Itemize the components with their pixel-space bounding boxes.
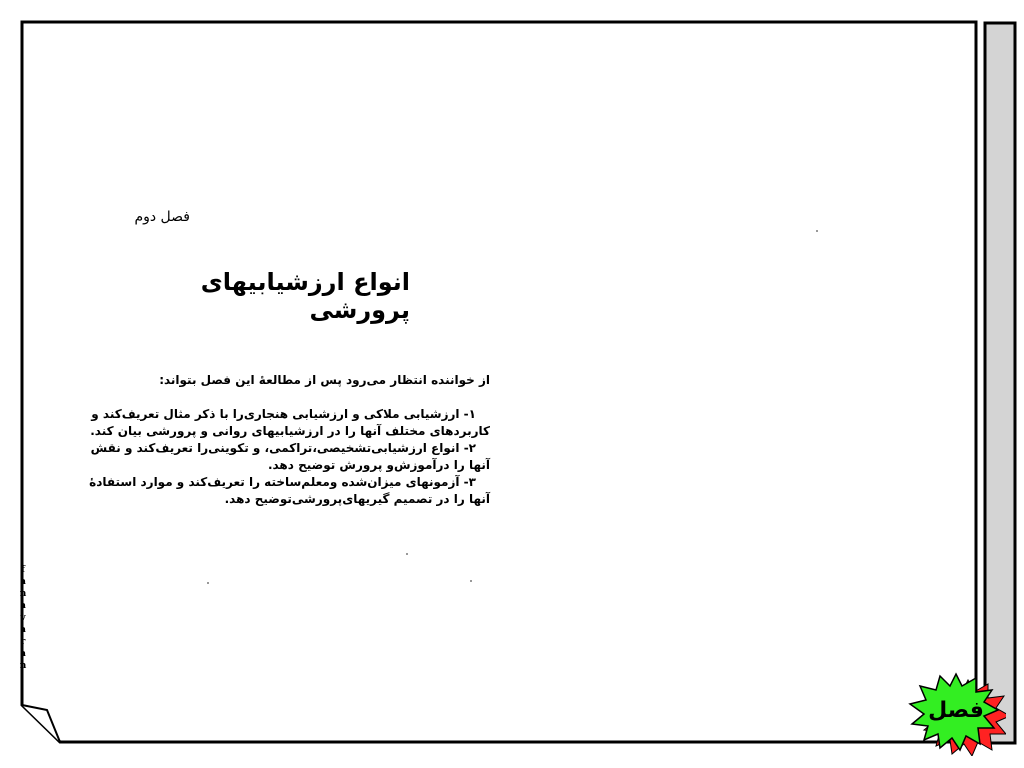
chapter-label: فصل دوم [134,209,190,225]
scan-speck [406,553,408,555]
objectives-intro: از خواننده انتظار می‌رود پس از مطالعهٔ این فصل بتواند: [159,373,490,387]
objective-line: ۱- ارزشیابی ملاکی و ارزشیابی هنجاری‌را با ذکر مثال تعریف‌کند و [91,407,476,421]
objective-line: ۳- آزمونهای میزان‌شده ومعلم‌ساخته را تعریف‌کند و موارد استفادهٔ [89,475,476,489]
watermark-letter: n [19,661,27,671]
watermark-letter: a [20,625,26,635]
scan-speck [816,230,818,232]
watermark-letter: n [19,589,27,599]
objective-line: آنها را در تصمیم گیریهای‌پرورشی‌توضیح دهد. [224,492,490,506]
badge-label: فصل [928,698,984,723]
watermark-letter: v [20,613,26,623]
objective-line: آنها را درآموزش‌و پرورش توضیح دهد. [267,458,490,472]
watermark [18,564,28,672]
watermark-letter: a [20,601,26,611]
learning-objectives [89,372,490,508]
watermark-letter: a [20,649,26,659]
watermark-letter: f [21,565,25,575]
page-spine [985,23,1015,743]
scan-speck [207,582,209,584]
watermark-letter: r [20,637,26,647]
scan-speck [470,580,472,582]
objective-line: کاربردهای مختلف آنها را در ارزشیابیهای روانی و پرورشی بیان کند. [90,424,490,438]
objective-line: ۲- انواع ارزشیابی‌تشخیصی،تراکمی، و تکوینی‌را تعریف‌کند و نقش [90,441,476,455]
chapter-badge-button[interactable] [906,672,1006,756]
watermark-letter: a [20,577,26,587]
chapter-title: انواع ارزشیابیهای پرورشی [200,268,410,324]
